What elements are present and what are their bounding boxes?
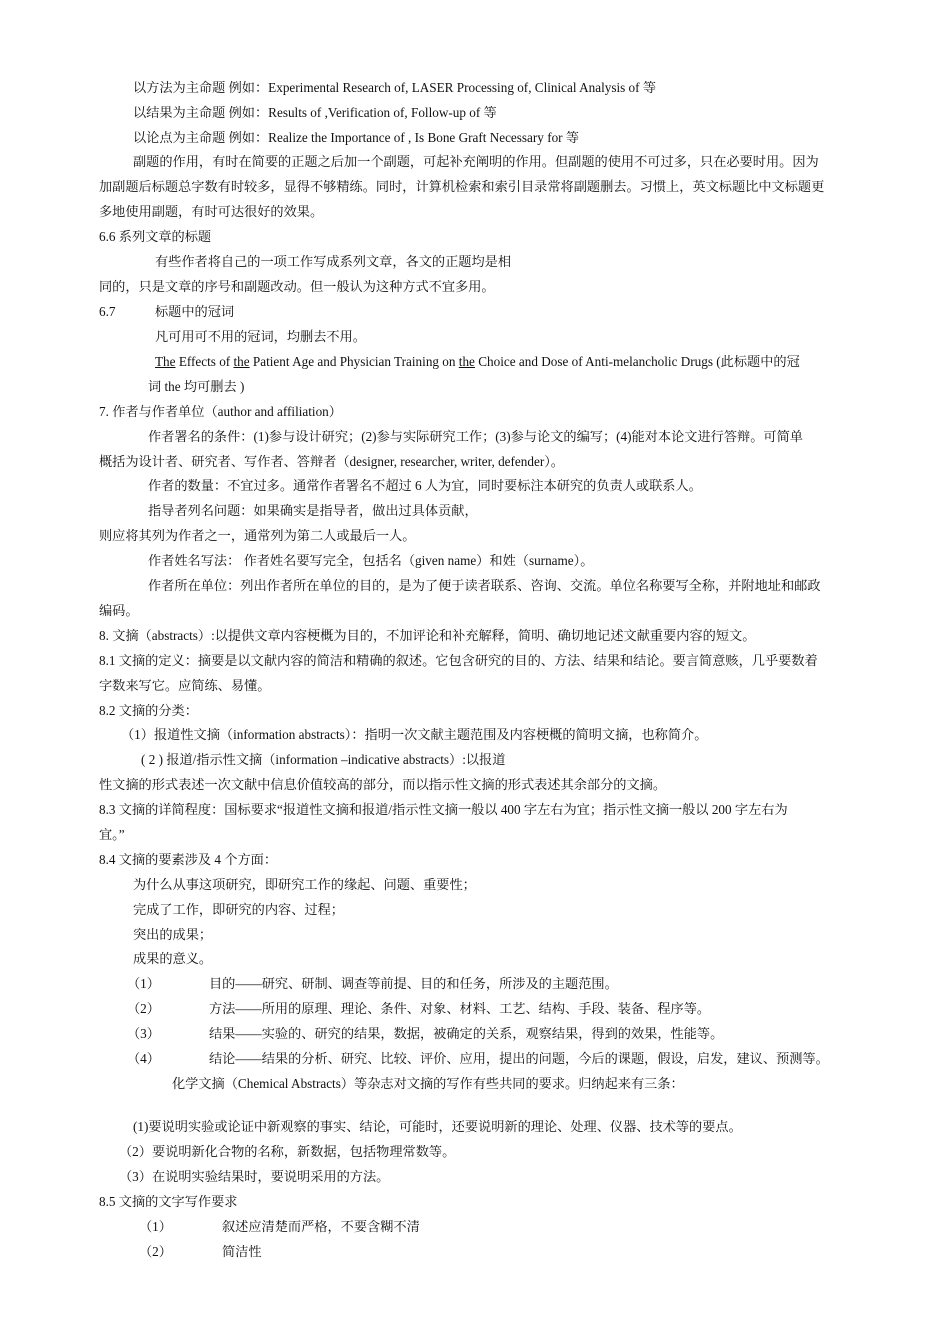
section-6-7-heading: 标题中的冠词 [155, 304, 235, 319]
subtitle-paragraph-line-3: 多地使用副题，有时可达很好的效果。 [99, 204, 324, 219]
element-why: 为什么从事这项研究，即研究工作的缘起、问题、重要性； [133, 877, 476, 892]
ca-requirement-3: （3）在说明实验结果时，要说明采用的方法。 [119, 1169, 390, 1184]
element-significance: 成果的意义。 [133, 951, 213, 966]
element-work: 完成了工作，即研究的内容、过程； [133, 902, 344, 917]
underlined-article: the [458, 354, 475, 369]
author-count-line: 作者的数量：不宜过多。通常作者署名不超过 6 人为宜，同时要标注本研究的负责人或联系人。 [148, 478, 702, 493]
list-number: （3） [127, 1026, 160, 1041]
article-example-line-2: 词 the 均可删去 ) [148, 379, 245, 394]
example-text: Effects of [175, 354, 234, 369]
abstract-type-2-line-2: 性文摘的形式表述一次文献中信息价值较高的部分，而以指示性文摘的形式表述其余部分的文摘。 [99, 777, 667, 792]
title-method-line: 以方法为主命题 例如：Experimental Research of, LASER Processing of, Clinical Analysis of 等 [133, 80, 657, 95]
underlined-article: The [155, 354, 176, 369]
example-text: Choice and Dose of Anti-melancholic Drugs (此标题中的冠 [474, 354, 800, 369]
list-number: （2） [127, 1001, 160, 1016]
section-7-heading: 7. 作者与作者单位（author and affiliation） [99, 404, 342, 419]
article-example-line-1 [155, 355, 800, 368]
section-8-3-line-1: 8.3 文摘的详简程度：国标要求“报道性文摘和报道/指示性文摘一般以 400 字左右为宜；指示性文摘一般以 200 字左右为 [99, 802, 788, 817]
author-conditions-line-2: 概括为设计者、研究者、写作者、答辩者（designer, researcher, writer, defender）。 [99, 454, 564, 469]
series-paragraph-line-2: 同的，只是文章的序号和副题改动。但一般认为这种方式不宜多用。 [99, 279, 495, 294]
author-name-line: 作者姓名写法： 作者姓名要写完全，包括名（given name）和姓（surname）。 [148, 553, 594, 568]
article-rule-line: 凡可用可不用的冠词，均删去不用。 [155, 329, 366, 344]
underlined-article: the [233, 354, 250, 369]
list-number: （1） [127, 976, 160, 991]
ca-requirement-2: （2）要说明新化合物的名称，新数据，包括物理常数等。 [119, 1144, 456, 1159]
title-argument-line: 以论点为主命题 例如：Realize the Importance of , Is Bone Graft Necessary for 等 [133, 130, 580, 145]
author-conditions-line-1: 作者署名的条件：(1)参与设计研究；(2)参与实际研究工作；(3)参与论文的编写；(4)能对本论文进行答辩。可简单 [148, 429, 803, 444]
example-text: Patient Age and Physician Training on [249, 354, 459, 369]
abstract-type-2-line-1: ( 2 ) 报道/指示性文摘（information –indicative abstracts）:以报道 [141, 752, 506, 767]
list-number: （1） [139, 1219, 172, 1234]
section-8-4-heading: 8.4 文摘的要素涉及 4 个方面： [99, 852, 278, 867]
series-paragraph-line-1: 有些作者将自己的一项工作写成系列文章，各文的正题均是相 [155, 254, 512, 269]
list-number: （4） [127, 1051, 160, 1066]
writing-requirement-clarity: 叙述应清楚而严格，不要含糊不清 [222, 1219, 420, 1234]
section-8-1-line-2: 字数来写它。应简练、易懂。 [99, 678, 271, 693]
section-8-1-line-1: 8.1 文摘的定义：摘要是以文献内容的简洁和精确的叙述。它包含研究的目的、方法、结果和结论。要言简意赅，几乎要数着 [99, 653, 818, 668]
element-result: 结果——实验的、研究的结果，数据，被确定的关系，观察结果，得到的效果，性能等。 [209, 1026, 724, 1041]
affiliation-line-2: 编码。 [99, 603, 139, 618]
section-8-5-heading: 8.5 文摘的文字写作要求 [99, 1194, 238, 1209]
section-8-heading: 8. 文摘（abstracts）:以提供文章内容梗概为目的，不加评论和补充解释，简明、确切地记述文献重要内容的短文。 [99, 628, 756, 643]
abstract-type-1: （1）报道性文摘（information abstracts）：指明一次文献主题范围及内容梗概的简明文摘，也称简介。 [121, 727, 708, 742]
affiliation-line-1: 作者所在单位：列出作者所在单位的目的，是为了便于读者联系、咨询、交流。单位名称要写全称，并附地址和邮政 [148, 578, 821, 593]
ca-requirement-1: (1)要说明实验或论证中新观察的事实、结论，可能时，还要说明新的理论、处理、仪器、技术等的要点。 [133, 1119, 742, 1134]
chemical-abstracts-line: 化学文摘（Chemical Abstracts）等杂志对文摘的写作有些共同的要求。归纳起来有三条： [172, 1076, 684, 1091]
list-number: （2） [139, 1244, 172, 1259]
section-6-7-number: 6.7 [99, 304, 116, 319]
element-method: 方法——所用的原理、理论、条件、对象、材料、工艺、结构、手段、装备、程序等。 [209, 1001, 711, 1016]
element-results: 突出的成果； [133, 927, 213, 942]
element-purpose: 目的——研究、研制、调查等前提、目的和任务，所涉及的主题范围。 [209, 976, 618, 991]
subtitle-paragraph-line-2: 加副题后标题总字数有时较多，显得不够精练。同时，计算机检索和索引目录常将副题删去。习惯上，英文标题比中文标题更 [99, 179, 825, 194]
subtitle-paragraph-line-1: 副题的作用，有时在简要的正题之后加一个副题，可起补充阐明的作用。但副题的使用不可过多，只在必要时用。因为 [133, 154, 819, 169]
advisor-line-2: 则应将其列为作者之一，通常列为第二人或最后一人。 [99, 528, 416, 543]
advisor-line-1: 指导者列名问题：如果确实是指导者，做出过具体贡献， [148, 503, 478, 518]
title-result-line: 以结果为主命题 例如：Results of ,Verification of, Follow-up of 等 [133, 105, 497, 120]
section-8-3-line-2: 宜。” [99, 827, 125, 842]
element-conclusion: 结论——结果的分析、研究、比较、评价、应用，提出的问题，今后的课题，假设，启发，建议、预测等。 [209, 1051, 829, 1066]
section-8-2-heading: 8.2 文摘的分类： [99, 703, 198, 718]
writing-requirement-conciseness: 简洁性 [222, 1244, 262, 1259]
section-6-6-heading: 6.6 系列文章的标题 [99, 229, 212, 244]
